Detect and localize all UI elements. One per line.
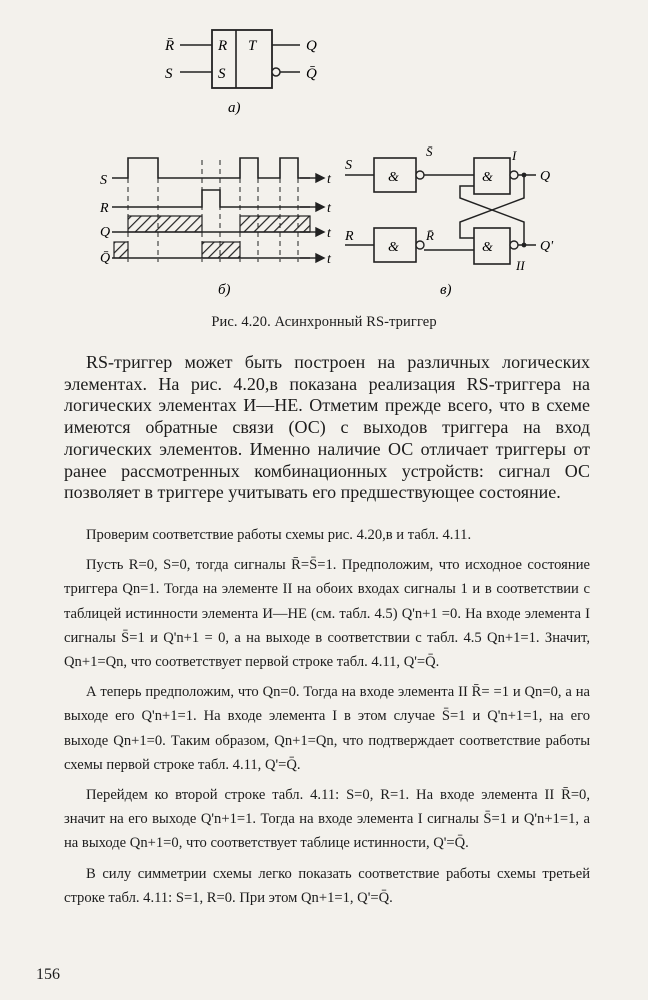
circuit-input-r-label: R [345, 229, 354, 244]
analysis-block [64, 523, 590, 916]
panel-c-label: в) [440, 282, 452, 298]
panel-b-timing-diagram [99, 158, 332, 298]
paragraph-intro: RS-триггер может быть построен на различных логических элементах. На рис. 4.20,в показана реализация RS-триггера на логических элементах И—НЕ. Отметим прежде всего, что в схеме имеются обратные связи (ОС) с выходов триггера на вход логических элементов. Именно наличие ОС отличает триггеры от ранее рассмотренных комбинационных устройств: сигнал ОС позволяет в триггере учитывать его предшествующее состояние. [64, 352, 590, 503]
timing-r-label: R [100, 201, 109, 216]
input-r-bar-label: R̄ [165, 38, 175, 54]
box-s-label: S [218, 66, 226, 82]
paragraph-check: Проверим соответствие работы схемы рис. 4.20,в и табл. 4.11. [86, 527, 472, 543]
figure-4-20 [0, 0, 648, 340]
circuit-output-q-prime-label: Q' [540, 239, 554, 254]
page-number: 156 [36, 966, 60, 983]
timing-q-label: Q [100, 225, 111, 240]
input-s-label: S [165, 66, 173, 82]
box-r-label: R [218, 38, 228, 54]
time-axis-label: t [327, 201, 331, 216]
waveform-q-high-2 [240, 216, 310, 232]
feedback-line-q-prime [460, 186, 524, 245]
signal-r-bar-label: R̄ [426, 228, 434, 243]
element-i-label: I [512, 148, 517, 163]
circuit-input-s-label: S [345, 158, 352, 173]
figure-caption: Рис. 4.20. Асинхронный RS-триггер [211, 314, 437, 330]
timing-s-label: S [100, 173, 107, 188]
waveform-q-high-1 [128, 216, 202, 232]
gate-ampersand: & [482, 170, 493, 185]
paragraph-case-2: А теперь предположим, что Qn=0. Тогда на входе элемента II R̄= =1 и Qn=0, а на выходе его Q'n+1=1. На входе элемента I в этом случае S̄=1 и Q'n+1=1, на его выходе Qn+1=0. Таким образом, Qn+1=Qn, что подтверждает соответствие работы схемы первой строке табл. 4.11, Q'=Q̄. [64, 684, 590, 773]
gate-ampersand: & [388, 240, 399, 255]
paragraph-case-4: В силу симметрии схемы легко показать соответствие работы схемы третьей строке табл. 4.11: S=1, R=0. При этом Qn+1=1, Q'=Q̄. [64, 865, 590, 906]
panel-b-label: б) [218, 282, 231, 298]
inversion-circle [272, 68, 280, 76]
paragraph-case-3: Перейдем ко второй строке табл. 4.11: S=0, R=1. На входе элемента II R̄=0, значит на его выходе Q'n+1=1. Тогда на входе элемента I сигналы S̄=1 и Q'n+1=1, а на выходе Qn+1=0, что соответствует таблице истинности, Q'=Q̄. [64, 787, 590, 852]
time-axis-label: t [327, 226, 331, 241]
panel-a-trigger-symbol [164, 30, 317, 116]
box-t-label: T [248, 38, 257, 54]
output-q-label: Q [306, 38, 317, 54]
signal-s-bar-label: S̄ [426, 144, 433, 159]
intro-block [64, 352, 590, 504]
time-axis-label: t [327, 252, 331, 267]
panel-a-label: а) [228, 100, 241, 116]
element-ii-label: II [516, 258, 525, 273]
waveform-qbar-high-2 [202, 242, 240, 258]
output-q-bar-label: Q̄ [306, 66, 317, 82]
circuit-output-q-label: Q [540, 169, 551, 184]
waveform-qbar-high-1 [114, 242, 128, 258]
time-axis-label: t [327, 172, 331, 187]
panel-c-nand-circuit [344, 144, 554, 298]
gate-ampersand: & [482, 240, 493, 255]
timing-q-bar-label: Q̄ [100, 251, 111, 266]
paragraph-case-1: Пусть R=0, S=0, тогда сигналы R̄=S̄=1. Предположим, что исходное состояние триггера Qn=1. Тогда на элементе II на обоих входах сигналы 1 и в соответствии с таблицей истинности элемента И—НЕ (см. табл. 4.5) Q'n+1 =0. На входе элемента I сигналы S̄=1 и Q'n+1 = 0, а на выходе в соответствии с табл. 4.5 Qn+1=1. Значит, Qn+1=Qn, что соответствует первой строке табл. 4.11, Q'=Q̄. [64, 557, 590, 671]
gate-ampersand: & [388, 170, 399, 185]
